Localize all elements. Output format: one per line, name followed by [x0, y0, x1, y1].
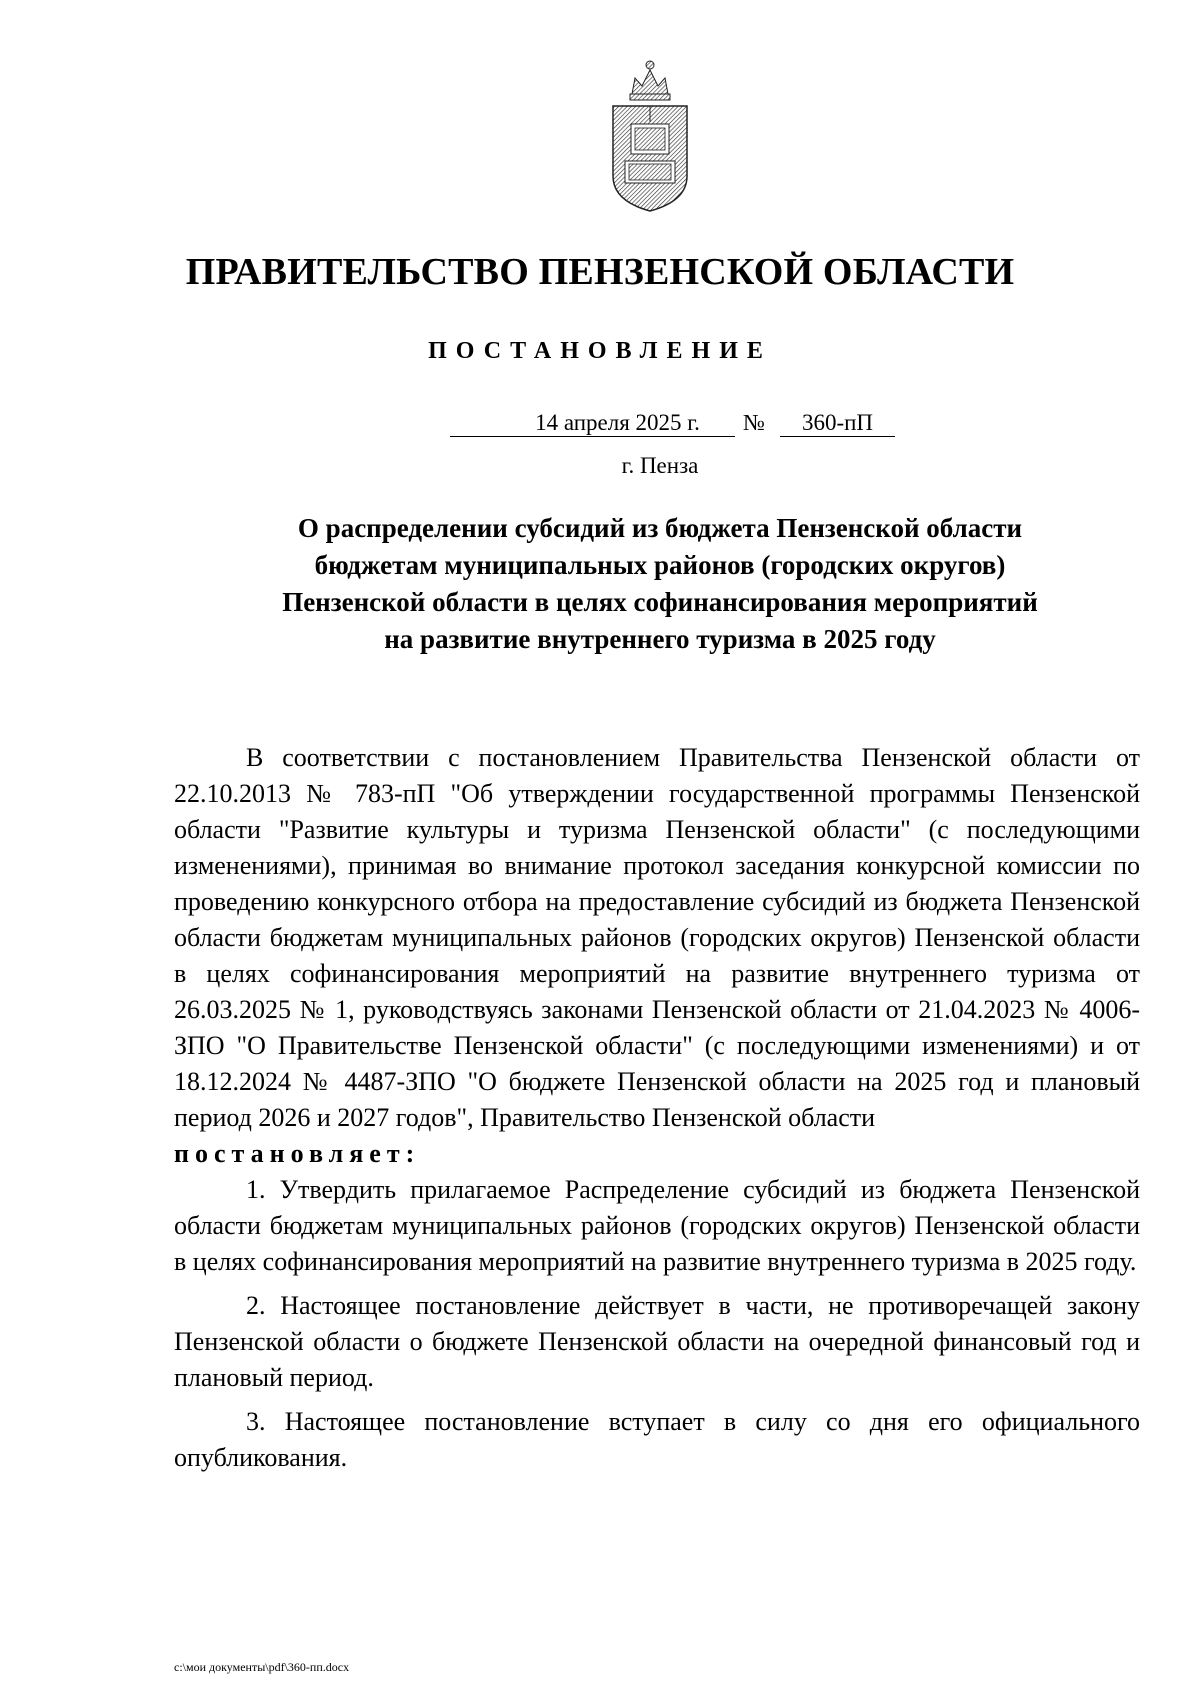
document-body: [174, 740, 1140, 1476]
preamble-paragraph: В соответствии с постановлением Правительства Пензенской области от 22.10.2013 № 783-пП "Об утверждении государственной программы Пензенской области "Развитие культуры и туризма Пензенской области" (с последующими изменениями), принимая во внимание протокол заседания конкурсной комиссии по проведению конкурсного отбора на предоставление субсидий из бюджета Пензенской области бюджетам муниципальных районов (городских округов) Пензенской области в целях софинансирования мероприятий на развитие внутреннего туризма от 26.03.2025 № 1, руководствуясь законами Пензенской области от 21.04.2023 № 4006-ЗПО "О Правительстве Пензенской области" (с последующими изменениями) и от 18.12.2024 № 4487-ЗПО "О бюджете Пензенской области на 2025 год и плановый период 2026 и 2027 годов", Правительство Пензенской области: [174, 743, 1140, 1132]
decree-paragraph: [174, 1136, 1140, 1172]
number-sign: №: [743, 410, 765, 435]
coat-of-arms-icon: [605, 56, 695, 216]
date-number-line: [450, 410, 900, 444]
document-type: ПОСТАНОВЛЕНИЕ: [428, 338, 772, 364]
subject-line: О распределении субсидий из бюджета Пензенской области: [297, 513, 1023, 543]
item-paragraph: 2. Настоящее постановление действует в части, не противоречащей закону Пензенской области о бюджете Пензенской области на очередной финансовый год и плановый период.: [174, 1291, 1140, 1392]
item-paragraph: 1. Утвердить прилагаемое Распределение субсидий из бюджета Пензенской области бюджетам муниципальных районов (городских округов) Пензенской области в целях софинансирования мероприятий на развитие внутреннего туризма в 2025 году.: [174, 1175, 1140, 1276]
government-title: ПРАВИТЕЛЬСТВО ПЕНЗЕНСКОЙ ОБЛАСТИ: [185, 251, 1015, 293]
city: г. Пенза: [621, 453, 699, 478]
subject-line: бюджетам муниципальных районов (городских округов): [314, 550, 1006, 580]
document-date: 14 апреля 2025 г.: [450, 410, 735, 437]
item-paragraph: 3. Настоящее постановление вступает в силу со дня его официального опубликования.: [174, 1407, 1140, 1472]
document-number: 360-пП: [780, 410, 895, 437]
document-subject: [220, 510, 1100, 658]
subject-line: на развитие внутреннего туризма в 2025 году: [384, 624, 936, 654]
decree-word: постановляет:: [174, 1139, 421, 1168]
subject-line: Пензенской области в целях софинансирования мероприятий: [282, 587, 1038, 617]
file-path-footer: c:\мои документы\pdf\360-пп.docx: [174, 1660, 350, 1674]
